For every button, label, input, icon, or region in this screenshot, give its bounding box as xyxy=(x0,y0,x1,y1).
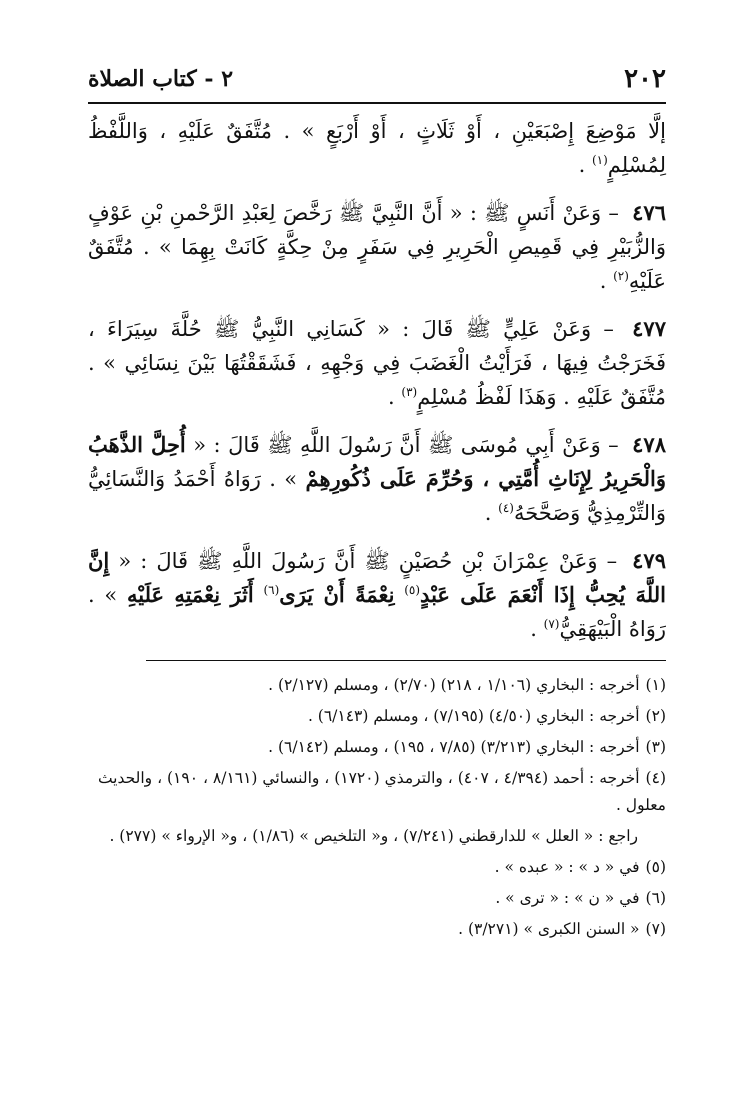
hadith-478: ٤٧٨ – وَعَنْ أَبِي مُوسَى ﷺ أَنَّ رَسُولَ اللَّهِ ﷺ قَالَ : « أُحِلَّ الذَّهَبُ وَالْحَرِيرُ لِإِنَاثِ أُمَّتِي ، وَحُرِّمَ عَلَى ذُكُورِهِمْ » . رَوَاهُ أَحْمَدُ وَالنَّسَائِيُّ وَالتِّرْمِذِيُّ وَصَحَّحَهُ$^{(٤)}$ . xyxy=(88,432,667,525)
footnote-ref: (٢) xyxy=(613,269,629,283)
footnote-label: (٢) xyxy=(645,707,666,725)
hadith-number: ٤٧٨ xyxy=(632,432,666,457)
footnote-text: أخرجه : أحمد (٤/٣٩٤ ، ٤٠٧) ، والترمذي (١٧٢٠) ، والنسائي (٨/١٦١ ، ١٩٠) ، والحديث معلول . xyxy=(97,769,666,814)
hadith-number: ٤٧٩ xyxy=(632,548,666,573)
page-number: ٢٠٢ xyxy=(624,64,666,94)
footnote-label: (١) xyxy=(645,676,666,694)
hadith-quote: نِعْمَةً أَنْ يَرَى xyxy=(279,582,395,607)
footnote-rule xyxy=(146,660,666,661)
continued-paragraph: إلَّا مَوْضِعَ إِصْبَعَيْنِ ، أَوْ ثَلَاثٍ ، أَوْ أَرْبَعٍ » . مُتَّفَقٌ عَلَيْهِ ، وَاللَّفْظُ لِمُسْلِمٍ$^{(١)}$ . xyxy=(88,119,666,177)
footnote-5 xyxy=(88,854,666,881)
footnotes xyxy=(88,672,666,947)
footnote-4 xyxy=(88,765,666,819)
hadith-text: – وَعَنْ عَلِيٍّ ﷺ قَالَ : « كَسَانِي النَّبِيُّ ﷺ حُلَّةَ سِيَرَاءَ ، فَخَرَجْتُ فِيهَا ، فَرَأَيْتُ الْغَضَبَ فِي وَجْهِهِ ، فَشَقَقْتُهَا بَيْنَ نِسَائِي » . مُتَّفَقٌ عَلَيْهِ . وَهَذَا لَفْظُ مُسْلِمٍ xyxy=(88,317,666,409)
footnote-label: (٤) xyxy=(645,769,666,787)
footnote-ref: (١) xyxy=(591,153,608,167)
hadith-quote: أُحِلَّ الذَّهَبُ وَالْحَرِيرُ لِإِنَاثِ أُمَّتِي ، وَحُرِّمَ عَلَى ذُكُورِهِمْ xyxy=(88,432,667,491)
footnote-label: (٧) xyxy=(645,920,666,938)
hadith-quote: أَثَرَ نِعْمَتِهِ عَلَيْهِ xyxy=(126,582,254,607)
footnote-4-continued: راجع : « العلل » للدارقطني (٧/٢٤١) ، و« التلخيص » (١/٨٦) ، و« الإرواء » (٢٧٧) . xyxy=(109,827,638,845)
hadith-number: ٤٧٦ xyxy=(632,200,666,225)
footnote-7 xyxy=(88,916,666,943)
footnote-ref: (٣) xyxy=(401,385,418,399)
hadith-text: – وَعَنْ عِمْرَانَ بْنِ حُصَيْنٍ ﷺ أَنَّ رَسُولَ اللَّهِ ﷺ قَالَ : « xyxy=(118,549,618,573)
continued-text: إلَّا مَوْضِعَ إِصْبَعَيْنِ ، أَوْ ثَلَاثٍ ، أَوْ أَرْبَعٍ » . مُتَّفَقٌ عَلَيْهِ ، وَاللَّفْظُ لِمُسْلِمٍ xyxy=(88,119,666,177)
hadith-479: ٤٧٩ – وَعَنْ عِمْرَانَ بْنِ حُصَيْنٍ ﷺ أَنَّ رَسُولَ اللَّهِ ﷺ قَالَ : « إِنَّ اللَّهَ يُحِبُّ إِذَا أَنْعَمَ عَلَى عَبْدٍ$^{(٥)}$ نِعْمَةً أَنْ يَرَى$^{(٦)}$ أَثَرَ نِعْمَتِهِ عَلَيْهِ » . رَوَاهُ الْبَيْهَقِيُّ$^{(٧)}$ . xyxy=(88,548,666,641)
footnote-2 xyxy=(88,703,666,730)
chapter-title: ٢ - كتاب الصلاة xyxy=(88,66,234,92)
footnote-text: في « ن » : « ترى » . xyxy=(495,889,640,907)
hadith-text: » . رَوَاهُ أَحْمَدُ وَالنَّسَائِيُّ وَالتِّرْمِذِيُّ وَصَحَّحَهُ xyxy=(88,467,666,525)
footnote-6 xyxy=(88,885,666,912)
footnote-ref: (٤) xyxy=(498,501,514,515)
footnote-text: أخرجه : البخاري (٣/٢١٣) (٧/٨٥ ، ١٩٥) ، ومسلم (٦/١٤٢) . xyxy=(268,738,640,756)
main-text xyxy=(88,114,666,660)
footnote-ref: (٦) xyxy=(263,583,280,597)
footnote-ref: (٥) xyxy=(404,583,421,597)
footnote-label: (٥) xyxy=(645,858,666,876)
header-rule xyxy=(88,102,666,104)
hadith-text: – وَعَنْ أَنَسٍ ﷺ : « أَنَّ النَّبِيَّ ﷺ رَخَّصَ لِعَبْدِ الرَّحْمنِ بْنِ عَوْفٍ وَالزُّبَيْرِ فِي قَمِيصِ الْحَرِيرِ فِي سَفَرٍ مِنْ حِكَّةٍ كَانَتْ بِهِمَا » . مُتَّفَقٌ عَلَيْهِ xyxy=(88,201,666,293)
footnote-ref: (٧) xyxy=(543,617,560,631)
running-header xyxy=(88,64,666,100)
footnote-3 xyxy=(88,734,666,761)
hadith-476: ٤٧٦ – وَعَنْ أَنَسٍ ﷺ : « أَنَّ النَّبِيَّ ﷺ رَخَّصَ لِعَبْدِ الرَّحْمنِ بْنِ عَوْفٍ وَالزُّبَيْرِ فِي قَمِيصِ الْحَرِيرِ فِي سَفَرٍ مِنْ حِكَّةٍ كَانَتْ بِهِمَا » . مُتَّفَقٌ عَلَيْهِ$^{(٢)}$ . xyxy=(88,200,666,293)
hadith-text: » . رَوَاهُ الْبَيْهَقِيُّ xyxy=(88,583,666,641)
footnote-text: « السنن الكبرى » (٣/٢٧١) . xyxy=(458,920,640,938)
hadith-quote: إِنَّ اللَّهَ يُحِبُّ إِذَا أَنْعَمَ عَلَى عَبْدٍ xyxy=(88,548,666,607)
hadith-number: ٤٧٧ xyxy=(632,316,666,341)
footnote-text: في « د » : « عبده » . xyxy=(494,858,640,876)
hadith-477: ٤٧٧ – وَعَنْ عَلِيٍّ ﷺ قَالَ : « كَسَانِي النَّبِيُّ ﷺ حُلَّةَ سِيَرَاءَ ، فَخَرَجْتُ فِيهَا ، فَرَأَيْتُ الْغَضَبَ فِي وَجْهِهِ ، فَشَقَقْتُهَا بَيْنَ نِسَائِي » . مُتَّفَقٌ عَلَيْهِ . وَهَذَا لَفْظُ مُسْلِمٍ$^{(٣)}$ . xyxy=(88,316,666,409)
footnote-label: (٦) xyxy=(645,889,666,907)
footnote-label: (٣) xyxy=(645,738,666,756)
footnote-text: أخرجه : البخاري (١/١٠٦ ، ٢١٨) (٢/٧٠) ، ومسلم (٢/١٢٧) . xyxy=(268,676,640,694)
hadith-text: – وَعَنْ أَبِي مُوسَى ﷺ أَنَّ رَسُولَ اللَّهِ ﷺ قَالَ : « xyxy=(193,433,619,457)
footnote-1 xyxy=(88,672,666,699)
footnote-text: أخرجه : البخاري (٤/٥٠) (٧/١٩٥) ، ومسلم (٦/١٤٣) . xyxy=(307,707,640,725)
